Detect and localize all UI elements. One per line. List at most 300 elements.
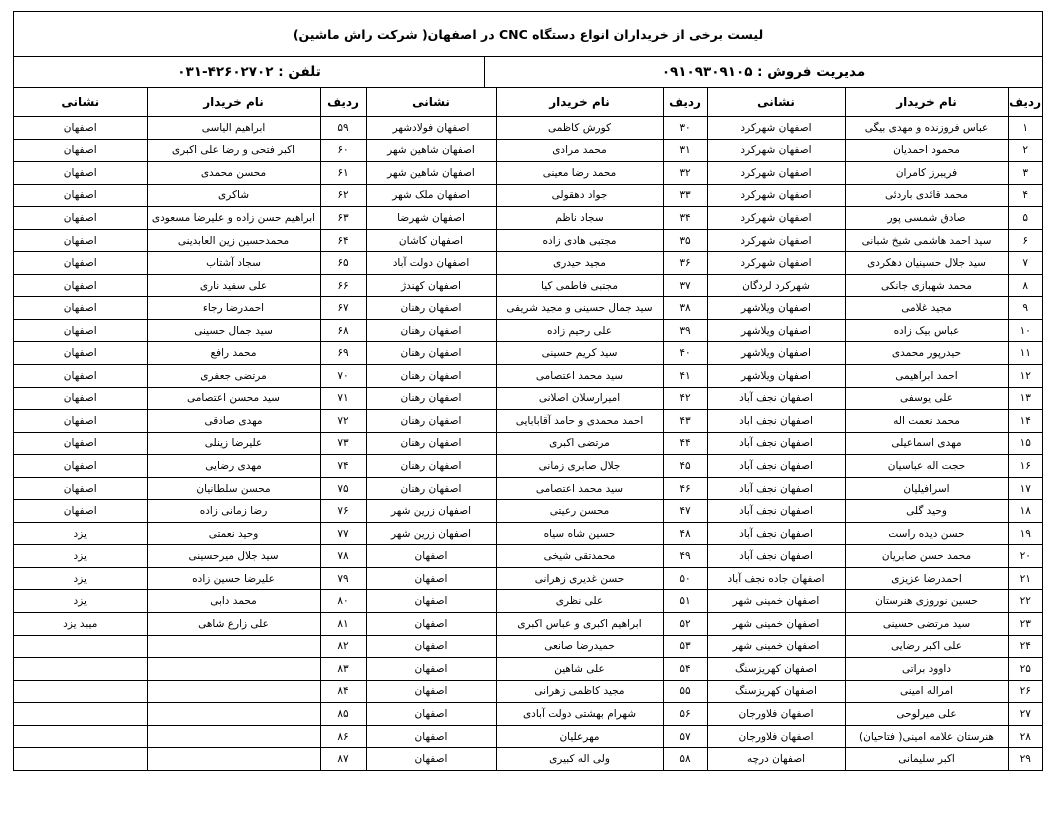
buyer-address: اصفهان رهنان [366, 477, 496, 500]
row-no: ۱۰ [1008, 319, 1042, 342]
buyer-name [147, 725, 320, 748]
buyer-name: سید کریم حسینی [496, 342, 663, 365]
buyer-name: ابراهیم حسن زاده و علیرضا مسعودی [147, 207, 320, 230]
header-row-no-1: ردیف [1008, 88, 1042, 117]
row-no: ۲۶ [1008, 680, 1042, 703]
contact-row [14, 57, 1042, 88]
buyer-name: محمد رضا معینی [496, 162, 663, 185]
buyer-name: ابراهیم الیاسی [147, 117, 320, 140]
table-row [14, 477, 1042, 500]
buyer-address: اصفهان [14, 184, 147, 207]
buyer-name: مرتضی جعفری [147, 365, 320, 388]
buyer-address: اصفهان [366, 725, 496, 748]
buyer-address: اصفهان [14, 500, 147, 523]
row-no: ۵۴ [663, 658, 707, 681]
row-no: ۷۳ [320, 432, 366, 455]
table-row [14, 522, 1042, 545]
table-row [14, 139, 1042, 162]
buyer-name: علی زارع شاهی [147, 613, 320, 636]
row-no: ۱۷ [1008, 477, 1042, 500]
buyer-address: اصفهان [14, 432, 147, 455]
buyer-address [14, 748, 147, 770]
table-row [14, 229, 1042, 252]
row-no: ۸۳ [320, 658, 366, 681]
row-no: ۶۸ [320, 319, 366, 342]
buyer-name: عباس فروزنده و مهدی بیگی [845, 117, 1008, 140]
buyer-address: اصفهان رهنان [366, 387, 496, 410]
buyer-address: اصفهان درچه [707, 748, 845, 770]
row-no: ۳۵ [663, 229, 707, 252]
table-row [14, 252, 1042, 275]
buyer-address: اصفهان رهنان [366, 432, 496, 455]
buyer-name: محمد مرادی [496, 139, 663, 162]
row-no: ۳۲ [663, 162, 707, 185]
row-no: ۷۶ [320, 500, 366, 523]
buyer-name: محمد دابی [147, 590, 320, 613]
row-no: ۵۹ [320, 117, 366, 140]
row-no: ۲۷ [1008, 703, 1042, 726]
row-no: ۷ [1008, 252, 1042, 275]
buyer-name: مجید کاظمی زهرانی [496, 680, 663, 703]
row-no: ۸۷ [320, 748, 366, 770]
buyer-name: سید جلال میرحسینی [147, 545, 320, 568]
buyer-address: اصفهان رهنان [366, 410, 496, 433]
buyer-address: اصفهان [366, 635, 496, 658]
row-no: ۵۳ [663, 635, 707, 658]
table-row [14, 365, 1042, 388]
table-row [14, 680, 1042, 703]
buyer-name: مهدی اسماعیلی [845, 432, 1008, 455]
buyer-name: محسن محمدی [147, 162, 320, 185]
row-no: ۷۲ [320, 410, 366, 433]
buyer-name: مهدی رضایی [147, 455, 320, 478]
table-row [14, 703, 1042, 726]
row-no: ۳۸ [663, 297, 707, 320]
row-no: ۴۹ [663, 545, 707, 568]
row-no: ۳۹ [663, 319, 707, 342]
buyer-name: صادق شمسی پور [845, 207, 1008, 230]
row-no: ۲۳ [1008, 613, 1042, 636]
buyer-address [14, 703, 147, 726]
buyer-address: اصفهان کهریزسنگ [707, 658, 845, 681]
row-no: ۲ [1008, 139, 1042, 162]
buyer-address: میبد یزد [14, 613, 147, 636]
buyer-address: اصفهان [14, 207, 147, 230]
row-no: ۷۹ [320, 567, 366, 590]
buyer-address: اصفهان نجف آباد [707, 477, 845, 500]
buyer-address: یزد [14, 522, 147, 545]
row-no: ۲۸ [1008, 725, 1042, 748]
row-no: ۳۶ [663, 252, 707, 275]
buyer-name: هنرستان علامه امینی( فتاحیان) [845, 725, 1008, 748]
buyer-name: احمد محمدی و حامد آقابابایی [496, 410, 663, 433]
buyer-name: سید محسن اعتصامی [147, 387, 320, 410]
buyer-address: اصفهان ویلاشهر [707, 365, 845, 388]
row-no: ۶۹ [320, 342, 366, 365]
header-row-no-3: ردیف [320, 88, 366, 117]
buyer-address: اصفهان کهریزسنگ [707, 680, 845, 703]
sales-manager-phone: مدیریت فروش : ۰۹۱۰۹۳۰۹۱۰۵ [484, 57, 1042, 87]
buyer-name: احمدرضا عزیزی [845, 567, 1008, 590]
buyer-address: اصفهان [366, 703, 496, 726]
row-no: ۴۸ [663, 522, 707, 545]
header-address-1: نشانی [707, 88, 845, 117]
buyer-name: داوود براتی [845, 658, 1008, 681]
buyer-address: اصفهان شهرکرد [707, 139, 845, 162]
row-no: ۵۰ [663, 567, 707, 590]
table-row [14, 410, 1042, 433]
buyer-address: اصفهان [14, 229, 147, 252]
buyer-address: اصفهان [14, 297, 147, 320]
table-row [14, 297, 1042, 320]
buyer-address: اصفهان رهنان [366, 365, 496, 388]
buyer-address: اصفهان [14, 455, 147, 478]
row-no: ۶۲ [320, 184, 366, 207]
row-no: ۳۴ [663, 207, 707, 230]
row-no: ۴۳ [663, 410, 707, 433]
row-no: ۱۹ [1008, 522, 1042, 545]
row-no: ۵۵ [663, 680, 707, 703]
buyer-address: اصفهان نجف آباد [707, 545, 845, 568]
buyer-address: اصفهان [366, 658, 496, 681]
buyer-address: اصفهان [14, 387, 147, 410]
buyer-name: علی یوسفی [845, 387, 1008, 410]
row-no: ۶۶ [320, 274, 366, 297]
row-no: ۱۳ [1008, 387, 1042, 410]
buyer-name: جلال صابری زمانی [496, 455, 663, 478]
table-row [14, 432, 1042, 455]
buyer-name: محمدحسین زین العابدینی [147, 229, 320, 252]
buyer-name: مجید غلامی [845, 297, 1008, 320]
buyer-address: اصفهان نجف آباد [707, 500, 845, 523]
buyer-address: اصفهان [14, 162, 147, 185]
row-no: ۶۵ [320, 252, 366, 275]
page-title: لیست برخی از خریداران انواع دستگاه CNC در اصفهان( شرکت راش ماشین) [14, 12, 1042, 57]
buyer-name: سید محمد اعتصامی [496, 365, 663, 388]
row-no: ۸۴ [320, 680, 366, 703]
buyer-name: مهرعلیان [496, 725, 663, 748]
row-no: ۵۷ [663, 725, 707, 748]
buyer-name: سید جمال حسینی و مجید شریفی [496, 297, 663, 320]
buyer-name: سید جمال حسینی [147, 319, 320, 342]
buyer-address: اصفهان [366, 613, 496, 636]
buyer-address: اصفهان [14, 342, 147, 365]
table-row [14, 567, 1042, 590]
row-no: ۳۷ [663, 274, 707, 297]
buyer-address: اصفهان [366, 590, 496, 613]
buyer-address: اصفهان شهرکرد [707, 184, 845, 207]
row-no: ۴۲ [663, 387, 707, 410]
row-no: ۴۷ [663, 500, 707, 523]
buyer-address: اصفهان شاهین شهر [366, 139, 496, 162]
buyer-address [14, 680, 147, 703]
buyer-address: اصفهان شهرکرد [707, 117, 845, 140]
buyer-address: اصفهان شهرکرد [707, 207, 845, 230]
row-no: ۱۴ [1008, 410, 1042, 433]
buyer-name [147, 703, 320, 726]
row-no: ۵۱ [663, 590, 707, 613]
row-no: ۷۵ [320, 477, 366, 500]
buyer-address: اصفهان [14, 117, 147, 140]
table-header-row [14, 88, 1042, 117]
header-row-no-2: ردیف [663, 88, 707, 117]
buyer-name: حیدرپور محمدی [845, 342, 1008, 365]
buyer-name: مجتبی هادی زاده [496, 229, 663, 252]
buyer-address: اصفهان [14, 477, 147, 500]
buyer-name: فریبرز کامران [845, 162, 1008, 185]
buyer-name: محمد نعمت اله [845, 410, 1008, 433]
header-buyer-3: نام خریدار [147, 88, 320, 117]
buyer-address [14, 635, 147, 658]
buyer-name: امراله امینی [845, 680, 1008, 703]
buyer-name [147, 635, 320, 658]
buyer-address: اصفهان [14, 252, 147, 275]
buyer-address: اصفهان رهنان [366, 297, 496, 320]
buyer-name: احمدرضا رجاء [147, 297, 320, 320]
buyer-address: اصفهان ویلاشهر [707, 319, 845, 342]
buyer-name: محمد قائدی باردئی [845, 184, 1008, 207]
buyer-name: محمد شهبازی جانکی [845, 274, 1008, 297]
buyer-name: محمد حسن صابریان [845, 545, 1008, 568]
buyer-name: امیرارسلان اصلانی [496, 387, 663, 410]
buyer-address: اصفهان [366, 567, 496, 590]
row-no: ۱۶ [1008, 455, 1042, 478]
buyer-name: حسن دیده راست [845, 522, 1008, 545]
row-no: ۲۹ [1008, 748, 1042, 770]
buyer-address: یزد [14, 567, 147, 590]
buyer-name: محمدتقی شیخی [496, 545, 663, 568]
row-no: ۲۲ [1008, 590, 1042, 613]
row-no: ۸۵ [320, 703, 366, 726]
buyer-address: اصفهان کاشان [366, 229, 496, 252]
row-no: ۵ [1008, 207, 1042, 230]
row-no: ۴۵ [663, 455, 707, 478]
row-no: ۴ [1008, 184, 1042, 207]
row-no: ۶۱ [320, 162, 366, 185]
table-row [14, 387, 1042, 410]
row-no: ۴۴ [663, 432, 707, 455]
buyer-name: سید جلال حسینیان دهکردی [845, 252, 1008, 275]
row-no: ۷۷ [320, 522, 366, 545]
buyer-address: یزد [14, 545, 147, 568]
buyer-name: علی اکبر رضایی [845, 635, 1008, 658]
row-no: ۲۰ [1008, 545, 1042, 568]
buyer-address: اصفهان [366, 680, 496, 703]
buyer-name: علی نظری [496, 590, 663, 613]
buyer-name: ابراهیم اکبری و عباس اکبری [496, 613, 663, 636]
row-no: ۴۱ [663, 365, 707, 388]
buyer-address: اصفهان نجف آباد [707, 432, 845, 455]
buyer-address: اصفهان نجف اباد [707, 410, 845, 433]
buyer-name: حجت اله عباسیان [845, 455, 1008, 478]
table-row [14, 500, 1042, 523]
buyer-address: اصفهان دولت آباد [366, 252, 496, 275]
buyer-address: اصفهان ملک شهر [366, 184, 496, 207]
table-row [14, 342, 1042, 365]
buyer-address: اصفهان شهرکرد [707, 229, 845, 252]
table-row [14, 117, 1042, 140]
buyer-name: سجاد آشتاب [147, 252, 320, 275]
buyer-address: اصفهان [14, 365, 147, 388]
buyer-address: اصفهان [14, 274, 147, 297]
buyer-address: اصفهان نجف آباد [707, 455, 845, 478]
table-row [14, 635, 1042, 658]
buyer-name: احمد ابراهیمی [845, 365, 1008, 388]
buyer-name: ولی اله کبیری [496, 748, 663, 770]
row-no: ۷۰ [320, 365, 366, 388]
buyer-name: وحید گلی [845, 500, 1008, 523]
table-row [14, 455, 1042, 478]
row-no: ۳۳ [663, 184, 707, 207]
row-no: ۶۴ [320, 229, 366, 252]
header-address-3: نشانی [14, 88, 147, 117]
row-no: ۲۴ [1008, 635, 1042, 658]
row-no: ۷۴ [320, 455, 366, 478]
table-row [14, 274, 1042, 297]
buyer-name: محسن رعیتی [496, 500, 663, 523]
row-no: ۵۸ [663, 748, 707, 770]
buyer-address: شهرکرد لردگان [707, 274, 845, 297]
buyer-address: اصفهان خمینی شهر [707, 613, 845, 636]
buyer-address: یزد [14, 590, 147, 613]
row-no: ۳۱ [663, 139, 707, 162]
buyer-address: اصفهان [14, 139, 147, 162]
buyer-name: اسرافیلیان [845, 477, 1008, 500]
row-no: ۸۲ [320, 635, 366, 658]
table-row [14, 545, 1042, 568]
header-buyer-2: نام خریدار [496, 88, 663, 117]
buyer-name: سید مرتضی حسینی [845, 613, 1008, 636]
row-no: ۸۰ [320, 590, 366, 613]
buyer-name: محمود احمدیان [845, 139, 1008, 162]
buyer-name: مرتضی اکبری [496, 432, 663, 455]
buyer-address: اصفهان ویلاشهر [707, 342, 845, 365]
buyer-name: حسن غدیری زهرانی [496, 567, 663, 590]
row-no: ۸۱ [320, 613, 366, 636]
table-row [14, 162, 1042, 185]
row-no: ۶ [1008, 229, 1042, 252]
buyer-name: علی میرلوحی [845, 703, 1008, 726]
buyer-name: حسین نوروزی هنرستان [845, 590, 1008, 613]
row-no: ۴۶ [663, 477, 707, 500]
row-no: ۷۸ [320, 545, 366, 568]
row-no: ۱ [1008, 117, 1042, 140]
buyer-name [147, 680, 320, 703]
buyer-name: مجتبی فاطمی کیا [496, 274, 663, 297]
table-row [14, 184, 1042, 207]
buyer-address: اصفهان [366, 545, 496, 568]
buyer-address: اصفهان نجف آباد [707, 387, 845, 410]
row-no: ۱۲ [1008, 365, 1042, 388]
table-row [14, 590, 1042, 613]
row-no: ۲۵ [1008, 658, 1042, 681]
buyer-name: محمد رافع [147, 342, 320, 365]
buyer-address: اصفهان خمینی شهر [707, 635, 845, 658]
buyer-name: شهرام بهشتی دولت آبادی [496, 703, 663, 726]
buyer-address: اصفهان کهندژ [366, 274, 496, 297]
buyer-name [147, 748, 320, 770]
buyers-sheet [13, 11, 1043, 771]
buyer-name: سید احمد هاشمی شیخ شبانی [845, 229, 1008, 252]
buyer-name: اکبر سلیمانی [845, 748, 1008, 770]
row-no: ۵۶ [663, 703, 707, 726]
row-no: ۴۰ [663, 342, 707, 365]
buyer-name: اکبر فتحی و رضا علی اکبری [147, 139, 320, 162]
buyer-address: اصفهان فلاورجان [707, 703, 845, 726]
row-no: ۹ [1008, 297, 1042, 320]
table-row [14, 748, 1042, 770]
buyer-address: اصفهان [366, 748, 496, 770]
buyer-address: اصفهان فولادشهر [366, 117, 496, 140]
buyer-name: علی رحیم زاده [496, 319, 663, 342]
table-row [14, 207, 1042, 230]
buyer-address: اصفهان خمینی شهر [707, 590, 845, 613]
header-address-2: نشانی [366, 88, 496, 117]
row-no: ۱۵ [1008, 432, 1042, 455]
buyer-address: اصفهان [14, 319, 147, 342]
row-no: ۳۰ [663, 117, 707, 140]
row-no: ۶۷ [320, 297, 366, 320]
office-phone: تلفن : ۴۲۶۰۲۷۰۲-۰۳۱ [177, 64, 321, 80]
row-no: ۸ [1008, 274, 1042, 297]
buyer-name: علیرضا زینلی [147, 432, 320, 455]
buyer-name: مهدی صادقی [147, 410, 320, 433]
row-no: ۶۰ [320, 139, 366, 162]
row-no: ۵۲ [663, 613, 707, 636]
row-no: ۲۱ [1008, 567, 1042, 590]
buyer-name: سید محمد اعتصامی [496, 477, 663, 500]
buyer-address: اصفهان رهنان [366, 319, 496, 342]
row-no: ۱۸ [1008, 500, 1042, 523]
buyer-name: کورش کاظمی [496, 117, 663, 140]
buyer-name: حمیدرضا صانعی [496, 635, 663, 658]
buyer-name: جواد دهقولی [496, 184, 663, 207]
buyer-address: اصفهان رهنان [366, 455, 496, 478]
buyer-address: اصفهان شهرضا [366, 207, 496, 230]
buyer-address [14, 658, 147, 681]
buyer-address: اصفهان زرین شهر [366, 522, 496, 545]
buyer-name: رضا زمانی زاده [147, 500, 320, 523]
buyer-address: اصفهان شهرکرد [707, 162, 845, 185]
buyer-address: اصفهان رهنان [366, 342, 496, 365]
buyer-name: محسن سلطانیان [147, 477, 320, 500]
table-row [14, 613, 1042, 636]
buyer-name: حسین شاه سیاه [496, 522, 663, 545]
buyer-name [147, 658, 320, 681]
row-no: ۸۶ [320, 725, 366, 748]
buyer-name: علی شاهین [496, 658, 663, 681]
buyer-address: اصفهان زرین شهر [366, 500, 496, 523]
buyer-name: علی سفید ناری [147, 274, 320, 297]
row-no: ۳ [1008, 162, 1042, 185]
buyer-address: اصفهان نجف آباد [707, 522, 845, 545]
buyer-name: وحید نعمتی [147, 522, 320, 545]
table-row [14, 319, 1042, 342]
buyer-name: عباس بیک زاده [845, 319, 1008, 342]
buyers-table [14, 88, 1042, 770]
buyer-name: سجاد ناظم [496, 207, 663, 230]
buyer-address: اصفهان ویلاشهر [707, 297, 845, 320]
buyer-address [14, 725, 147, 748]
buyer-address: اصفهان شهرکرد [707, 252, 845, 275]
buyer-address: اصفهان فلاورجان [707, 725, 845, 748]
table-row [14, 725, 1042, 748]
table-row [14, 658, 1042, 681]
buyer-address: اصفهان شاهین شهر [366, 162, 496, 185]
row-no: ۷۱ [320, 387, 366, 410]
buyer-name: شاکری [147, 184, 320, 207]
buyer-address: اصفهان جاده نجف آباد [707, 567, 845, 590]
